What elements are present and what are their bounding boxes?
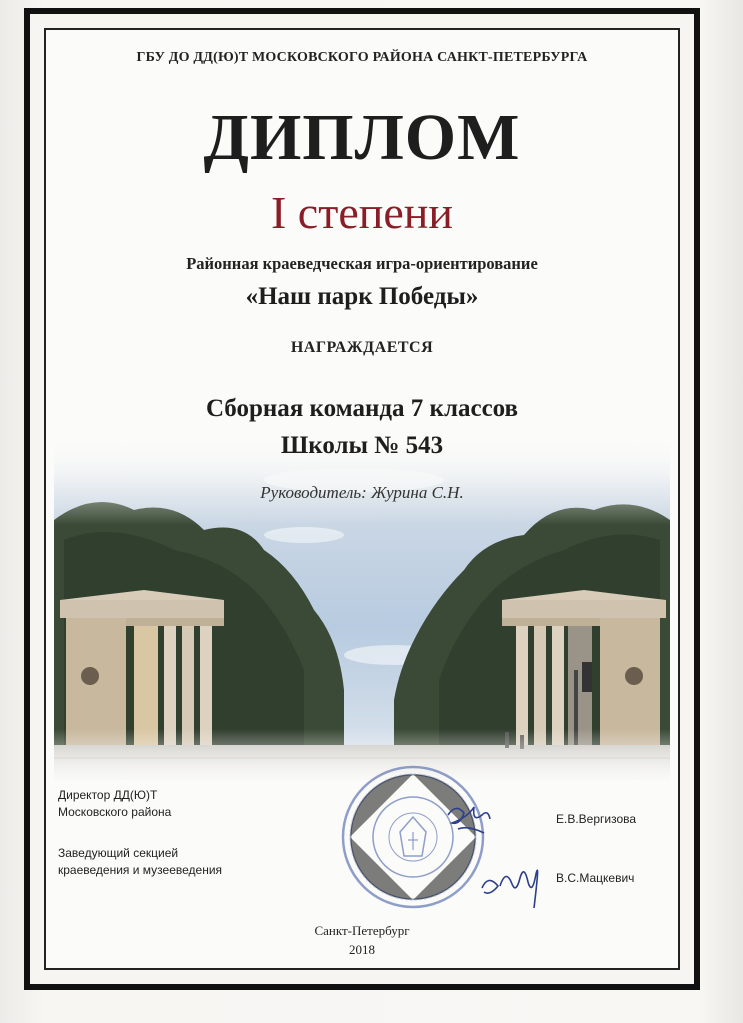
curator-signature (474, 848, 554, 918)
director-name: Е.В.Вергизова (556, 812, 637, 826)
recipient-school: Школы № 543 (280, 432, 444, 459)
curator-section: краеведения и музееведения (58, 863, 223, 877)
event-name: «Наш парк Победы» (245, 283, 479, 310)
curator-name: В.С.Мацкевич (556, 871, 635, 885)
awarded-label: НАГРАЖДАЕТСЯ (290, 339, 434, 356)
diploma-degree: I степени (270, 187, 454, 238)
recipient-team: Сборная команда 7 классов (205, 395, 519, 422)
event-description: Районная краеведческая игра-ориентирование (186, 254, 538, 273)
organization-name: ГБУ ДО ДД(Ю)Т МОСКОВСКОГО РАЙОНА САНКТ-ПЕТЕРБУРГА (136, 50, 588, 65)
footer-city: Санкт-Петербург (314, 923, 410, 938)
curator-position (58, 845, 222, 879)
curator-title: Заведующий секцией (58, 846, 179, 860)
director-position (58, 787, 171, 821)
diploma-title: ДИПЛОМ (203, 101, 521, 174)
director-district: Московского района (58, 805, 172, 819)
footer (44, 921, 680, 959)
recipient-leader: Руководитель: Журина С.Н. (260, 483, 464, 502)
footer-year: 2018 (349, 942, 375, 957)
director-title: Директор ДД(Ю)Т (58, 788, 158, 802)
director-signature (438, 795, 498, 845)
